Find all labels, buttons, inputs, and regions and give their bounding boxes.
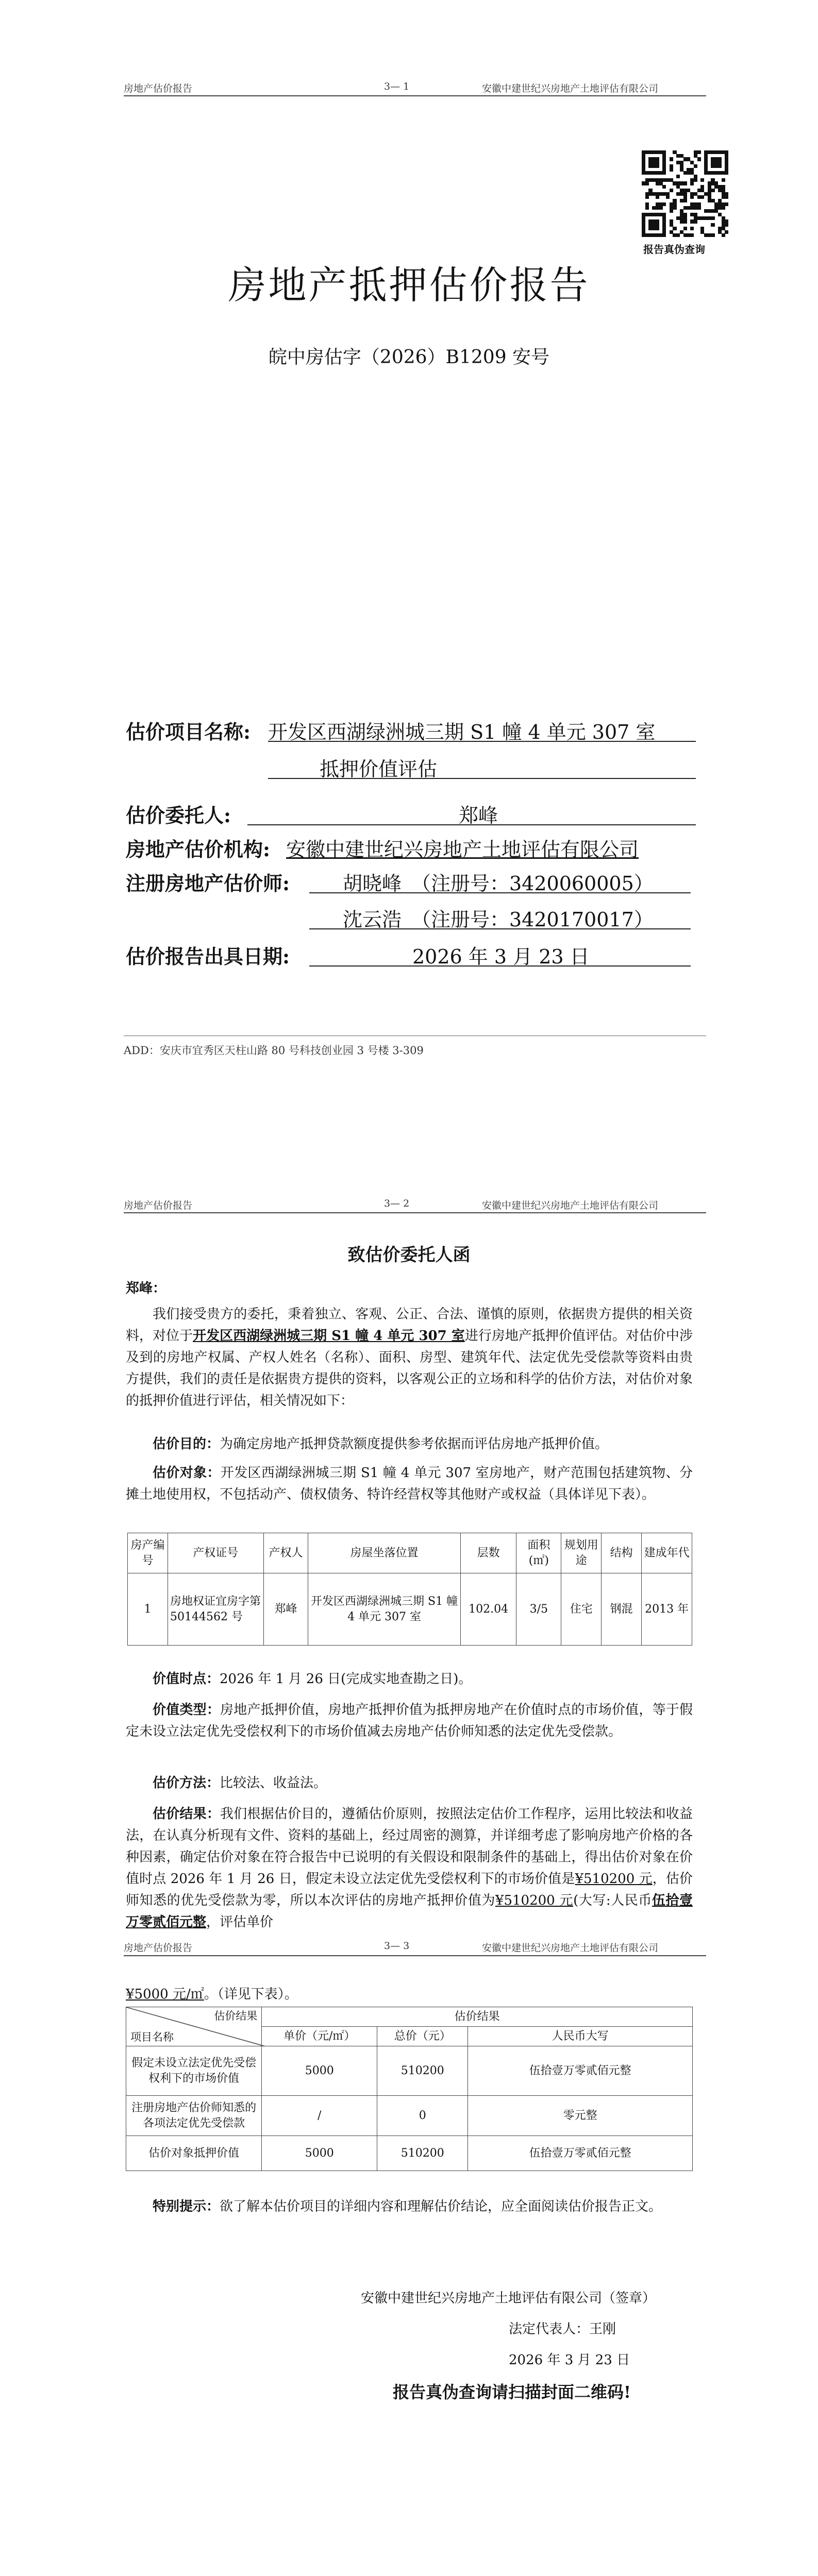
appraiser-label: 注册房地产估价师: [126, 872, 290, 895]
page-number: 3— 3 [384, 1940, 410, 1952]
table-cell: 5000 [262, 2046, 377, 2096]
table-cell: 3/5 [516, 1573, 561, 1646]
table-header-cell: 房产编号 [128, 1533, 168, 1573]
table-header-cell: 产权证号 [168, 1533, 263, 1573]
table-cell: 注册房地产估价师知悉的各项法定优先受偿款 [126, 2096, 262, 2136]
qr-module [725, 171, 728, 175]
diagonal-header-top: 估价结果 [214, 2010, 258, 2022]
salutation: 郑峰： [126, 1281, 166, 1296]
qr-module [670, 209, 673, 213]
appraiser-1: 胡晓峰 （注册号：3420060005） [343, 872, 654, 895]
result-table [126, 2007, 693, 2171]
page-header-right: 安徽中建世纪兴房地产土地评估有限公司 [482, 1942, 659, 1954]
qr-module [670, 157, 673, 161]
qr-module [690, 195, 694, 199]
page-header-right: 安徽中建世纪兴房地产土地评估有限公司 [482, 1200, 659, 1211]
qr-module [662, 185, 666, 189]
table-cell: 1 [128, 1573, 168, 1646]
signature-company: 安徽中建世纪兴房地产土地评估有限公司（签章） [361, 2291, 656, 2306]
table-cell: 零元整 [468, 2096, 693, 2136]
value-date-paragraph: 价值时点：2026 年 1 月 26 日(完成实地查勘之日)。 [153, 1671, 472, 1687]
unit-price-line: ¥5000 元/㎡。（详见下表）。 [126, 1987, 298, 2002]
qr-module [683, 199, 687, 202]
page-header-left: 房地产估价报告 [124, 1200, 193, 1211]
table-row [126, 2136, 693, 2171]
table-row [126, 2046, 693, 2096]
purpose-paragraph: 估价目的：为确定房地产抵押贷款额度提供参考依据而评估房地产抵押价值。 [153, 1436, 609, 1452]
table-cell: 2013 年 [642, 1573, 692, 1646]
table-header-cell: 房屋坐落位置 [308, 1533, 460, 1573]
table-cell: 0 [377, 2096, 468, 2136]
qr-module [697, 206, 701, 210]
qr-module [673, 206, 676, 210]
qr-module [711, 223, 714, 227]
qr-module [645, 195, 649, 199]
qr-notice: 报告真伪查询请扫描封面二维码! [393, 2382, 631, 2402]
qr-module [673, 227, 676, 230]
value-type-paragraph: 价值类型：房地产抵押价值，房地产抵押价值为抵押房地产在价值时点的市场价值，等于假定未设立法定优先受偿权利下的市场价值减去房地产估价师知悉的法定优先受偿款。 [126, 1702, 693, 1739]
qr-module [645, 181, 649, 185]
intro-paragraph: 我们接受贵方的委托，秉着独立、客观、公正、合法、谨慎的原则，依据贵方提供的相关资料，对位于开发区西湖绿洲城三期 S1 幢 4 单元 307 室进行房地产抵押价值评估。对估价中涉及到的房地产权属、产权人姓名（名称）、面积、房型、建筑年代、法定优先受偿款等资料由贵方提供，我们的责任是依据贵方提供的资料，以客观公正的立场和科学的估价方法，对估价对象的抵押价值进行评估，相关情况如下： [126, 1307, 693, 1409]
qr-module [725, 195, 728, 199]
qr-module [725, 202, 728, 206]
qr-module [670, 189, 673, 192]
table-cell: 估价对象抵押价值 [126, 2136, 262, 2171]
qr-module [700, 178, 704, 182]
qr-module [711, 233, 714, 237]
report-title: 房地产抵押估价报告 [228, 263, 590, 308]
qr-module [676, 175, 680, 178]
client-label: 估价委托人: [126, 804, 231, 827]
report-number: 皖中房估字（2026）B1209 安号 [268, 347, 550, 368]
group-header: 估价结果 [262, 2007, 693, 2027]
project-name-value-cont: 抵押价值评估 [320, 758, 438, 781]
agency-label: 房地产估价机构: [126, 838, 271, 861]
qr-module [711, 216, 714, 220]
page-header-right: 安徽中建世纪兴房地产土地评估有限公司 [482, 83, 659, 94]
table-cell: 510200 [377, 2136, 468, 2171]
table-header-cell: 产权人 [263, 1533, 308, 1573]
signature-date: 2026 年 3 月 23 日 [509, 2352, 630, 2368]
agency-value: 安徽中建世纪兴房地产土地评估有限公司 [286, 838, 639, 861]
qr-module [722, 206, 725, 210]
table-cell: 102.04 [460, 1573, 516, 1646]
object-paragraph: 估价对象：开发区西湖绿洲城三期 S1 幢 4 单元 307 室房地产，财产范围包括建筑物、分摊土地使用权，不包括动产、债权债务、特许经营权等其他财产或权益（具体详见下表）。 [126, 1465, 693, 1502]
table-header-cell: 单价（元/㎡） [262, 2027, 377, 2046]
table-cell: 510200 [377, 2046, 468, 2096]
table-cell: / [262, 2096, 377, 2136]
table-header-cell: 建成年代 [642, 1533, 692, 1573]
qr-module [718, 164, 722, 168]
qr-module [645, 206, 649, 210]
appraiser-2: 沈云浩 （注册号：3420170017） [343, 908, 654, 931]
method-paragraph: 估价方法：比较法、收益法。 [153, 1775, 327, 1791]
table-header-cell: 人民币大写 [468, 2027, 693, 2046]
table-header-cell: 结构 [602, 1533, 642, 1573]
qr-module [690, 181, 694, 185]
qr-module [666, 195, 670, 199]
qr-caption: 报告真伪查询 [643, 243, 705, 256]
page-number: 3— 2 [384, 1198, 410, 1209]
qr-code[interactable] [642, 150, 728, 237]
table-cell: 房地权证宜房字第 50144562 号 [168, 1573, 263, 1646]
special-notice: 特别提示：欲了解本估价项目的详细内容和理解估价结论，应全面阅读估价报告正文。 [153, 2199, 662, 2214]
qr-module [656, 195, 659, 199]
report-date-label: 估价报告出具日期: [126, 945, 290, 968]
qr-module [656, 164, 659, 168]
property-table [127, 1533, 692, 1646]
table-cell: 郑峰 [263, 1573, 308, 1646]
page-number: 3— 1 [384, 81, 410, 92]
qr-module [683, 219, 687, 223]
page-header-left: 房地产估价报告 [124, 83, 193, 94]
project-name-label: 估价项目名称: [126, 720, 251, 743]
unit-price: ¥5000 元/㎡ [126, 1987, 204, 2002]
table-row [128, 1573, 692, 1646]
qr-module [700, 195, 704, 199]
table-cell: 伍拾壹万零贰佰元整 [468, 2136, 693, 2171]
qr-module [694, 219, 697, 223]
report-date-value: 2026 年 3 月 23 日 [412, 945, 590, 968]
qr-module [711, 189, 714, 192]
letter-title: 致估价委托人函 [347, 1245, 471, 1265]
qr-module [676, 233, 680, 237]
property-address: 开发区西湖绿洲城三期 S1 幢 4 单元 307 室 [193, 1328, 465, 1344]
qr-module [697, 157, 701, 161]
table-cell: 住宅 [561, 1573, 602, 1646]
diagonal-header-left: 项目名称 [130, 2031, 174, 2043]
table-header-row [128, 1533, 692, 1573]
qr-module [662, 171, 666, 175]
table-cell: 伍拾壹万零贰佰元整 [468, 2046, 693, 2096]
client-value: 郑峰 [459, 804, 498, 827]
qr-module [722, 178, 725, 182]
table-header-cell: 面积(㎡) [516, 1533, 561, 1573]
page-header-left: 房地产估价报告 [124, 1942, 193, 1954]
table-cell: 5000 [262, 2136, 377, 2171]
footer-address: ADD：安庆市宜秀区天柱山路 80 号科技创业园 3 号楼 3-309 [124, 1044, 424, 1057]
qr-module [683, 227, 687, 230]
diagonal-header-cell [126, 2007, 262, 2046]
qr-module [659, 206, 663, 210]
result-paragraph: 估价结果：我们根据估价目的，遵循估价原则，按照法定估价工作程序，运用比较法和收益法，在认真分析现有文件、资料的基础上，经过周密的测算，并详细考虑了影响房地产价格的各种因素，确定估价对象在符合报告中已说明的有关假设和限制条件的基础上，得出估价对象在价值时点 2026 年 1 月 26 日，假定未设立法定优先受偿权利下的市场价值是¥510200 元，估价师知悉的优先受偿款为零，所以本次评估的房地产抵押价值为¥510200 元(大写:人民币伍拾壹万零贰佰元整，评估单价 [126, 1806, 693, 1930]
header-rule [124, 95, 706, 96]
qr-module [690, 227, 694, 230]
qr-module [697, 150, 701, 154]
qr-module [670, 168, 673, 172]
qr-module [656, 227, 659, 230]
qr-module [694, 164, 697, 168]
qr-module [725, 230, 728, 234]
qr-module [690, 233, 694, 237]
qr-module [683, 181, 687, 185]
table-cell: 钢混 [602, 1573, 642, 1646]
qr-module [662, 202, 666, 206]
table-cell: 开发区西湖绿洲城三期 S1 幢 4 单元 307 室 [308, 1573, 460, 1646]
signature-representative: 法定代表人：王刚 [509, 2321, 616, 2337]
qr-module [694, 178, 697, 182]
qr-module [722, 233, 725, 237]
qr-module [725, 223, 728, 227]
project-name-value: 开发区西湖绿洲城三期 S1 幢 4 单元 307 室 [268, 721, 656, 743]
table-header-cell: 总价（元） [377, 2027, 468, 2046]
table-header-cell: 层数 [460, 1533, 516, 1573]
qr-module [662, 233, 666, 237]
table-cell: 假定未设立法定优先受偿权利下的市场价值 [126, 2046, 262, 2096]
table-header-cell: 规划用途 [561, 1533, 602, 1573]
table-row [126, 2096, 693, 2136]
